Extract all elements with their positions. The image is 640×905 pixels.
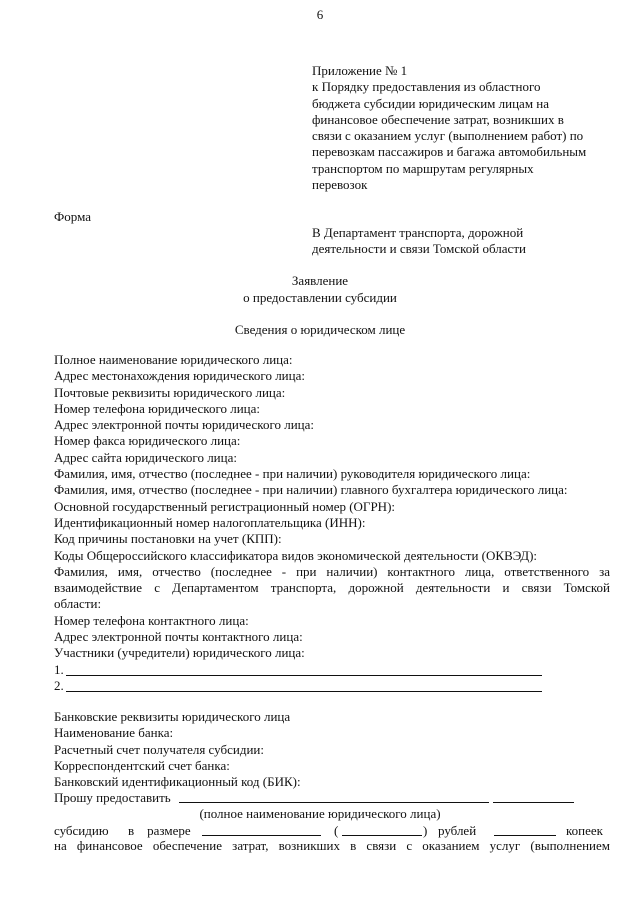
form-label: Форма	[54, 209, 91, 224]
field-okved: Коды Общероссийского классификатора видов экономической деятельности (ОКВЭД):	[54, 547, 538, 563]
field-postal: Почтовые реквизиты юридического лица:	[54, 384, 286, 400]
field-contact-person: Фамилия, имя, отчество (последнее - при наличии) контактного лица, ответственного за	[54, 563, 610, 579]
founder-row-1	[54, 662, 610, 678]
field-bik: Банковский идентификационный код (БИК):	[54, 774, 301, 790]
legal-entity-fields	[54, 352, 610, 694]
field-address: Адрес местонахождения юридического лица:	[54, 368, 305, 384]
bank-details	[54, 709, 610, 790]
subsidy-word: субсидию	[54, 823, 109, 838]
appendix-line: финансовое обеспечение затрат, возникших в	[312, 111, 564, 127]
document-subtitle: о предоставлении субсидии	[243, 290, 397, 305]
request-blank-line	[179, 802, 489, 803]
appendix-line: транспортом по маршрутам регулярных	[312, 160, 534, 176]
field-contact-phone: Номер телефона контактного лица:	[54, 612, 249, 628]
kopecks-label: копеек	[566, 823, 603, 838]
founder-blank-line	[66, 675, 542, 676]
purpose-text: на финансовое обеспечение затрат, возникших в связи с оказанием услуг (выполнением	[54, 838, 610, 853]
field-fax: Номер факса юридического лица:	[54, 433, 241, 449]
field-kpp: Код причины постановки на учет (КПП):	[54, 531, 282, 547]
founder-number: 1.	[54, 661, 64, 677]
field-inn: Идентификационный номер налогоплательщика (ИНН):	[54, 514, 366, 530]
field-phone: Номер телефона юридического лица:	[54, 400, 260, 416]
bank-heading: Банковские реквизиты юридического лица	[54, 709, 291, 724]
addressee-line: деятельности и связи Томской области	[312, 241, 526, 257]
rubles-label: рублей	[438, 823, 477, 838]
open-paren: (	[334, 823, 339, 838]
field-email: Адрес электронной почты юридического лица:	[54, 417, 314, 433]
founder-blank-line	[66, 691, 542, 692]
field-ogrn: Основной государственный регистрационный номер (ОГРН):	[54, 498, 396, 514]
addressee	[312, 225, 526, 258]
field-website: Адрес сайта юридического лица:	[54, 449, 237, 465]
field-contact-person-cont: взаимодействие с Департаментом транспорта, дорожной деятельности и связи Томской	[54, 580, 610, 596]
request-label: Прошу предоставить	[54, 790, 171, 805]
appendix-line: Приложение № 1	[312, 63, 408, 78]
appendix-line: перевозкам пассажиров и багажа автомобильным	[312, 144, 587, 160]
field-bank-name: Наименование банка:	[54, 725, 174, 741]
field-head: Фамилия, имя, отчество (последнее - при наличии) руководителя юридического лица:	[54, 466, 531, 482]
close-paren: )	[423, 823, 428, 838]
appendix-line: связи с оказанием услуг (выполнением работ) по	[312, 128, 584, 144]
amount-blank-line	[202, 835, 321, 836]
page-number: 6	[316, 7, 324, 22]
field-corr-account: Корреспондентский счет банка:	[54, 757, 230, 773]
section-heading: Сведения о юридическом лице	[234, 322, 406, 337]
field-contact-person-end: области:	[54, 596, 102, 612]
subsidy-size-label: в размере	[128, 823, 191, 838]
amount-words-blank-line	[342, 835, 422, 836]
appendix-line: бюджета субсидии юридическим лицам на	[312, 95, 550, 111]
document-title: Заявление	[291, 273, 349, 288]
request-blank-line	[493, 802, 574, 803]
appendix-header	[312, 63, 622, 193]
kopecks-blank-line	[494, 835, 556, 836]
field-accountant: Фамилия, имя, отчество (последнее - при наличии) главного бухгалтера юридического лица:	[54, 482, 568, 498]
field-contact-email: Адрес электронной почты контактного лица:	[54, 629, 303, 645]
field-founders: Участники (учредители) юридического лица:	[54, 645, 305, 661]
founder-number: 2.	[54, 677, 64, 693]
addressee-line: В Департамент транспорта, дорожной	[312, 225, 524, 240]
appendix-line: к Порядку предоставления из областного	[312, 79, 541, 95]
field-full-name: Полное наименование юридического лица:	[54, 352, 293, 367]
request-caption: (полное наименование юридического лица)	[199, 806, 441, 821]
founder-row-2	[54, 678, 610, 694]
appendix-line: перевозок	[312, 177, 368, 193]
field-account: Расчетный счет получателя субсидии:	[54, 741, 264, 757]
